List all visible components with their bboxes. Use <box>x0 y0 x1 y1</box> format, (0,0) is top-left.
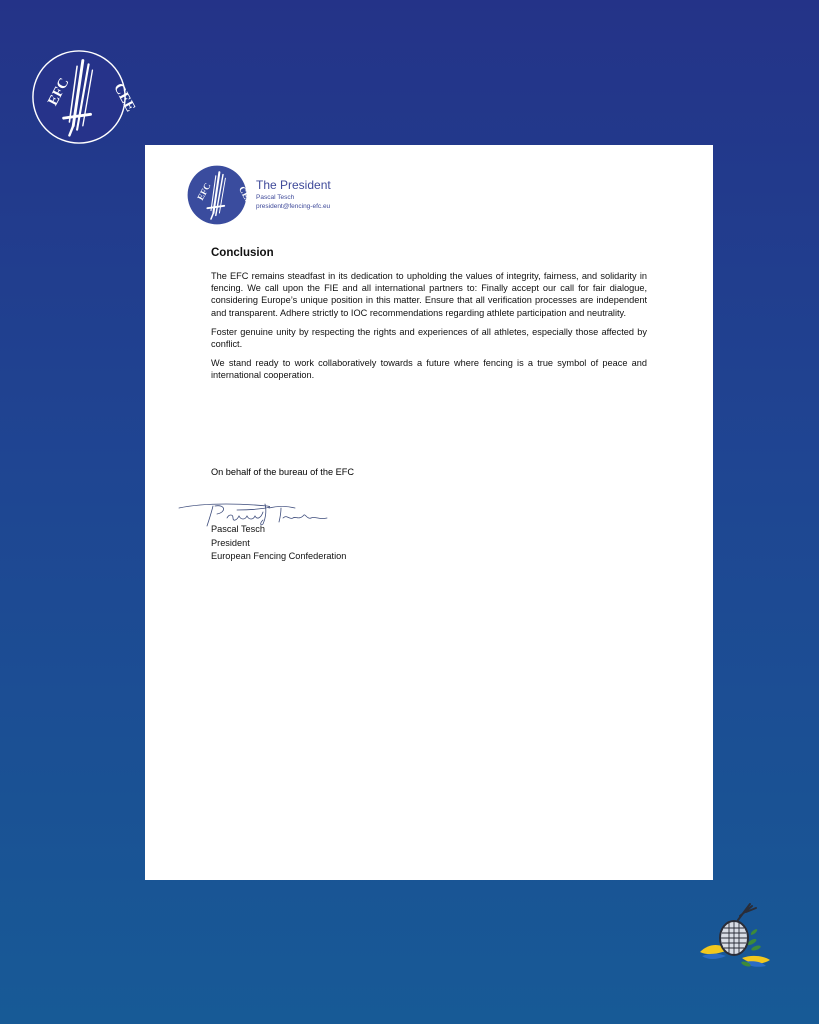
letterhead-logo-left-text: EFC <box>195 181 213 202</box>
signatory-organization: European Fencing Confederation <box>211 551 347 561</box>
letterhead-name: Pascal Tesch <box>256 194 295 201</box>
signatory-title: President <box>211 537 250 548</box>
letterhead-text <box>256 178 331 211</box>
efc-cee-logo-icon <box>31 49 139 145</box>
letterhead-logo-right-text: CEE <box>236 184 255 206</box>
on-behalf-line: On behalf of the bureau of the EFC <box>211 467 355 477</box>
document-page <box>145 145 713 880</box>
corner-logo-right-text: CEE <box>110 80 139 115</box>
letter-body <box>211 246 647 389</box>
paragraph: The EFC remains steadfast in its dedication to upholding the values of integrity, fairness, and solidarity in fencing. We call upon the FIE and all international partners to: Finally accept our call for fair dialogue, considering Europe’s unique position in this matter. Ensure that all verification processes are independent and transparent. Adhere strictly to IOC recommendations regarding athlete participation and neutrality. <box>211 271 647 318</box>
letterhead-title: The President <box>256 178 331 192</box>
section-heading: Conclusion <box>211 247 274 259</box>
signatory-name: Pascal Tesch <box>211 524 265 534</box>
letterhead-email[interactable]: president@fencing-efc.eu <box>256 203 331 210</box>
fencer-mask-ukraine-emblem-icon <box>696 902 772 974</box>
efc-cee-logo-icon <box>187 165 255 225</box>
paragraph: We stand ready to work collaboratively towards a future where fencing is a true symbol of peace and international cooperation. <box>211 358 647 381</box>
paragraph: Foster genuine unity by respecting the rights and experiences of all athletes, especially those affected by conflict. <box>211 326 647 350</box>
signature-block <box>211 523 346 564</box>
corner-logo-left-text: EFC <box>44 75 73 109</box>
